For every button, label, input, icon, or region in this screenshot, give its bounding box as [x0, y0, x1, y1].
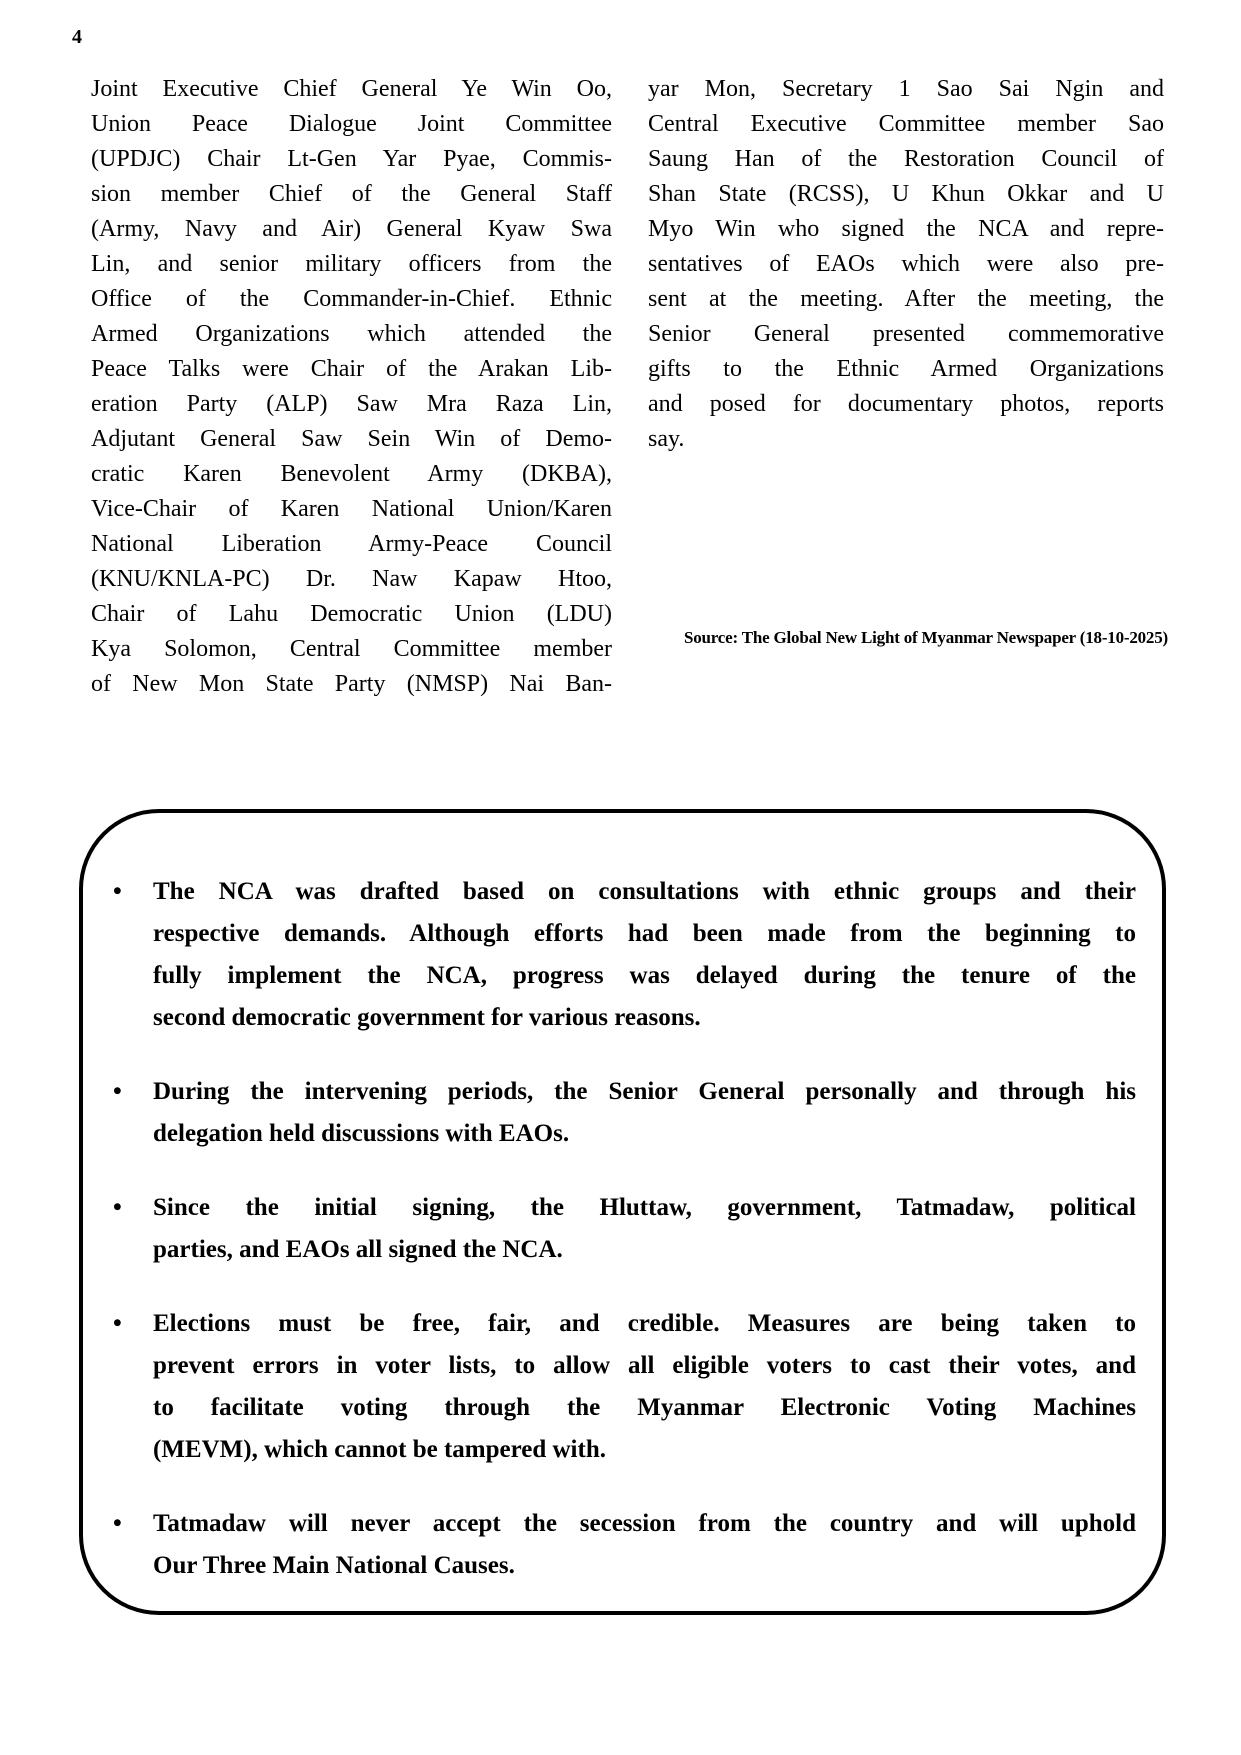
text-line: Kya Solomon, Central Committee member	[91, 636, 612, 662]
text-line: Union Peace Dialogue Joint Committee	[91, 111, 612, 137]
text-line: Senior General presented commemorative	[648, 321, 1164, 347]
text-line: Saung Han of the Restoration Council of	[648, 146, 1164, 172]
text-line: Lin, and senior military officers from the	[91, 251, 612, 277]
bullet-icon: •	[113, 1510, 122, 1537]
text-line: (MEVM), which cannot be tampered with.	[153, 1436, 606, 1463]
text-line: (UPDJC) Chair Lt-Gen Yar Pyae, Commis-	[91, 146, 612, 172]
text-line: Armed Organizations which attended the	[91, 321, 612, 347]
text-line: National Liberation Army-Peace Council	[91, 531, 612, 557]
text-line: Shan State (RCSS), U Khun Okkar and U	[648, 181, 1164, 207]
text-line: Joint Executive Chief General Ye Win Oo,	[91, 76, 612, 102]
text-line: Adjutant General Saw Sein Win of Demo-	[91, 426, 612, 452]
bullet-text	[153, 871, 1136, 1039]
bullet-icon: •	[113, 878, 122, 905]
bullet-text	[153, 1503, 1136, 1587]
text-line: of New Mon State Party (NMSP) Nai Ban-	[91, 671, 612, 697]
text-line: Since the initial signing, the Hluttaw, government, Tatmadaw, political	[153, 1194, 1136, 1221]
text-line: sent at the meeting. After the meeting, the	[648, 286, 1164, 312]
page-number: 4	[72, 26, 82, 48]
text-line: Vice-Chair of Karen National Union/Karen	[91, 496, 612, 522]
text-line: say.	[648, 426, 685, 452]
text-line: During the intervening periods, the Senior General personally and through his	[153, 1078, 1136, 1105]
text-line: Peace Talks were Chair of the Arakan Lib-	[91, 356, 612, 382]
source-citation: Source: The Global New Light of Myanmar Newspaper (18-10-2025)	[683, 628, 1168, 647]
bullet-item	[107, 1187, 1136, 1271]
text-line: (KNU/KNLA-PC) Dr. Naw Kapaw Htoo,	[91, 566, 612, 592]
bullet-item	[107, 1071, 1136, 1155]
text-line: and posed for documentary photos, reports	[648, 391, 1164, 417]
bullet-item	[107, 871, 1136, 1039]
text-line: Chair of Lahu Democratic Union (LDU)	[91, 601, 612, 627]
text-line: sion member Chief of the General Staff	[91, 181, 612, 207]
text-line: delegation held discussions with EAOs.	[153, 1120, 570, 1147]
text-line: respective demands. Although efforts had been made from the beginning to	[153, 920, 1136, 947]
bullet-icon: •	[113, 1078, 122, 1105]
summary-box	[79, 809, 1166, 1615]
text-line: to facilitate voting through the Myanmar Electronic Voting Machines	[153, 1394, 1136, 1421]
text-line: Myo Win who signed the NCA and repre-	[648, 216, 1164, 242]
article-left-column	[91, 72, 612, 702]
text-line: The NCA was drafted based on consultations with ethnic groups and their	[153, 878, 1136, 905]
text-line: (Army, Navy and Air) General Kyaw Swa	[91, 216, 612, 242]
text-line: Elections must be free, fair, and credible. Measures are being taken to	[153, 1310, 1136, 1337]
text-line: cratic Karen Benevolent Army (DKBA),	[91, 461, 612, 487]
text-line: eration Party (ALP) Saw Mra Raza Lin,	[91, 391, 612, 417]
text-line: sentatives of EAOs which were also pre-	[648, 251, 1164, 277]
text-line: Office of the Commander-in-Chief. Ethnic	[91, 286, 612, 312]
text-line: yar Mon, Secretary 1 Sao Sai Ngin and	[648, 76, 1164, 102]
bullet-item	[107, 1303, 1136, 1471]
text-line: second democratic government for various reasons.	[153, 1004, 701, 1031]
bullet-icon: •	[113, 1310, 122, 1337]
bullet-item	[107, 1503, 1136, 1587]
bullet-icon: •	[113, 1194, 122, 1221]
text-line: parties, and EAOs all signed the NCA.	[153, 1236, 563, 1263]
text-line: fully implement the NCA, progress was delayed during the tenure of the	[153, 962, 1136, 989]
text-line: Our Three Main National Causes.	[153, 1552, 515, 1579]
text-line: Central Executive Committee member Sao	[648, 111, 1164, 137]
text-line: Tatmadaw will never accept the secession from the country and will uphold	[153, 1510, 1136, 1537]
bullet-text	[153, 1187, 1136, 1271]
bullet-text	[153, 1071, 1136, 1155]
text-line: prevent errors in voter lists, to allow all eligible voters to cast their votes, and	[153, 1352, 1136, 1379]
article-right-column	[648, 72, 1164, 457]
text-line: gifts to the Ethnic Armed Organizations	[648, 356, 1164, 382]
bullet-text	[153, 1303, 1136, 1471]
